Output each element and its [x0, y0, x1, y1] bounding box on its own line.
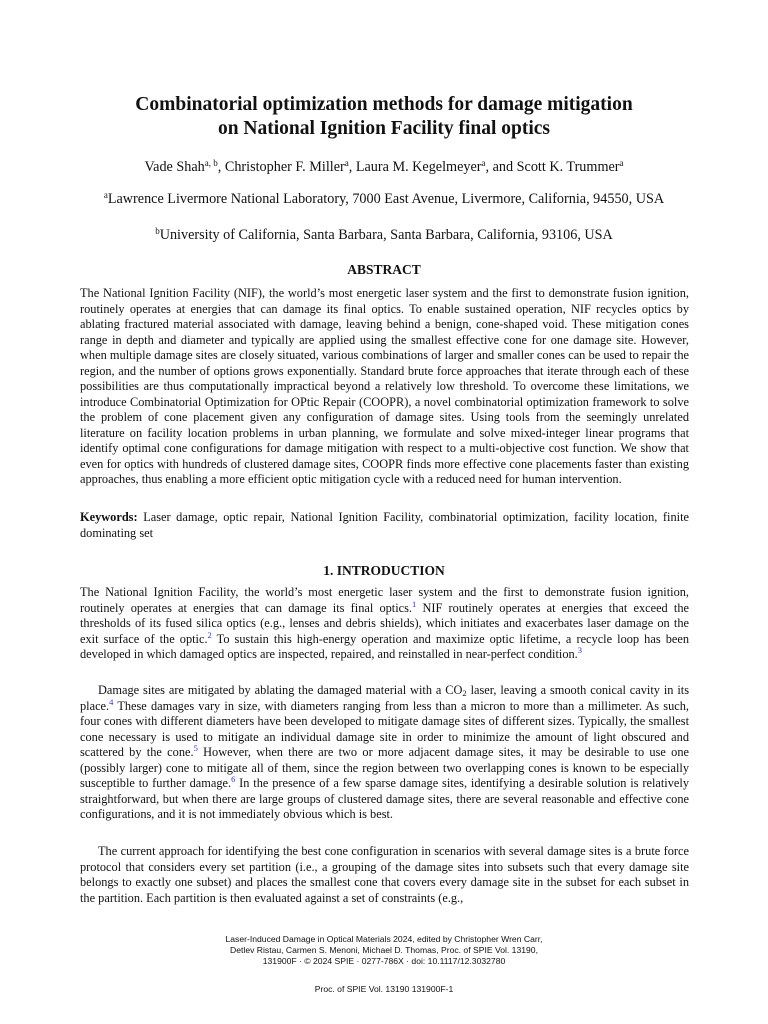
- author-affiliation-mark: a: [481, 158, 486, 168]
- author-name: Vade Shah: [144, 159, 205, 175]
- author-name: , Christopher F. Miller: [217, 159, 345, 175]
- paragraph-text: However, when there are two or more adjacent damage sites, it may be desirable to use one (possibly larger) cone to mitigate all of them, since the region between two overlapping cones is known to be especially susceptible to further damage.: [80, 745, 689, 790]
- paragraph-text: Damage sites are mitigated by ablating the damaged material with a CO: [98, 683, 463, 697]
- subscript: 2: [462, 688, 467, 698]
- affiliation-text: University of California, Santa Barbara, Santa Barbara, California, 93106, USA: [159, 227, 613, 243]
- paragraph-text: laser, leaving a smooth conical cavity in its place.: [80, 683, 689, 713]
- author-affiliation-mark: a: [344, 158, 349, 168]
- author-affiliation-mark: a, b: [204, 158, 218, 168]
- author-name: , and Scott K. Trummer: [485, 159, 620, 175]
- title-line-2: on National Ignition Facility final optics: [217, 118, 551, 139]
- section-heading-introduction: 1. INTRODUCTION: [323, 563, 445, 578]
- footer-line: Laser-Induced Damage in Optical Materials 2024, edited by Christopher Wren Carr,: [225, 934, 543, 944]
- keywords: [80, 510, 689, 541]
- footer-line: 131900F · © 2024 SPIE · 0277-786X · doi: 10.1117/12.3032780: [262, 956, 506, 966]
- page-number: Proc. of SPIE Vol. 13190 131900F-1: [314, 984, 454, 994]
- affiliation-b: [80, 226, 688, 244]
- paragraph-text: To sustain this high-energy operation and maximize optic lifetime, a recycle loop has been developed in which damaged optics are inspected, repaired, and reinstalled in near-perfect condition.: [80, 631, 689, 661]
- intro-paragraph-2: [80, 683, 689, 823]
- abstract-text: The National Ignition Facility (NIF), the world’s most energetic laser system and the first to demonstrate fusion ignition, routinely operates at energies that can damage its final optics. To enable sustained operation, NIF recycles optics by ablating fractured material associated with damage, leaving behind a benign, cone-shaped void. These mitigation cones range in depth and diameter and typically are applied using the smallest effective cone for one damage site. However, when multiple damage sites are closely situated, various combinations of larger and smaller cones can be used to repair the region, and the number of options grows exponentially. Standard brute force approaches that iterate through each of these possibilities are thus computationally impractical beyond a relatively low threshold. To overcome these limitations, we introduce Combinatorial Optimization for OPtic Repair (COOPR), a novel combinatorial optimization framework to solve the problem of cone placement given any configuration of damage sites. Using tools from the seemingly unrelated literature on facility location problems in urban planning, we formulate and solve mixed-integer linear programs that identify optimal cone configurations for damage mitigation with respect to a multi-objective cost function. We show that even for optics with hundreds of clustered damage sites, COOPR finds more effective cone placements faster than existing approaches, thus enabling a more efficient optic mitigation cycle with a reduced need for human intervention.: [80, 286, 689, 486]
- footer-line: Detlev Ristau, Carmen S. Menoni, Michael D. Thomas, Proc. of SPIE Vol. 13190,: [230, 945, 538, 955]
- citation-link[interactable]: 4: [109, 696, 114, 707]
- intro-paragraph-3: The current approach for identifying the best cone configuration in scenarios with several damage sites is a brute force protocol that considers every set partition (i.e., a grouping of the damage sites into subsets such that every damage site belongs to exactly one subset) and places the smallest cone that covers every damage site in the subset for each subset in the partition. Each partition is then evaluated against a set of constraints (e.g.,: [80, 844, 689, 905]
- citation-link[interactable]: 5: [193, 743, 198, 753]
- affiliation-mark: b: [155, 226, 160, 236]
- paragraph-text: The National Ignition Facility, the world’s most energetic laser system and the first to demonstrate fusion ignition, routinely operates at energies that can damage its final optics.: [80, 585, 689, 615]
- title-line-1: Combinatorial optimization methods for damage mitigation: [135, 94, 633, 115]
- affiliation-a: [80, 190, 688, 208]
- citation-link[interactable]: 6: [231, 774, 236, 784]
- abstract-heading: ABSTRACT: [347, 262, 421, 277]
- affiliation-mark: a: [103, 190, 108, 200]
- citation-link[interactable]: 1: [412, 598, 417, 609]
- paper-title: [60, 93, 708, 141]
- paragraph-text: NIF routinely operates at energies that exceed the thresholds of its fused silica optics (e.g., lenses and debris shields), which initiates and exacerbates laser damage on the exit surface of the optic.: [80, 600, 689, 646]
- author-affiliation-mark: a: [619, 158, 624, 168]
- keywords-text: Laser damage, optic repair, National Ignition Facility, combinatorial optimization, facility location, finite dominating set: [80, 510, 689, 540]
- intro-paragraph-1: [80, 585, 689, 663]
- affiliation-text: Lawrence Livermore National Laboratory, 7000 East Avenue, Livermore, California, 94550, USA: [107, 191, 665, 207]
- publication-footer: [160, 934, 608, 967]
- citation-link[interactable]: 3: [577, 645, 583, 655]
- keywords-label: Keywords:: [80, 510, 138, 524]
- citation-link[interactable]: 2: [207, 629, 212, 640]
- author-list: [60, 158, 708, 177]
- paragraph-text: In the presence of a few sparse damage sites, identifying a desirable solution is relatively straightforward, but when there are large groups of clustered damage sites, there are several reasonable and effective cone configurations, and it is not immediately obvious which is best.: [80, 776, 689, 821]
- author-name: , Laura M. Kegelmeyer: [348, 159, 482, 175]
- paragraph-text: These damages vary in size, with diameters ranging from less than a micron to more than a millimeter. As such, four cones with different diameters have been developed to mitigate damage sites of different sizes. Typically, the smallest cone necessary is used to mitigate an individual damage site in order to minimize the amount of light obscured and scattered by the cone.: [80, 698, 689, 759]
